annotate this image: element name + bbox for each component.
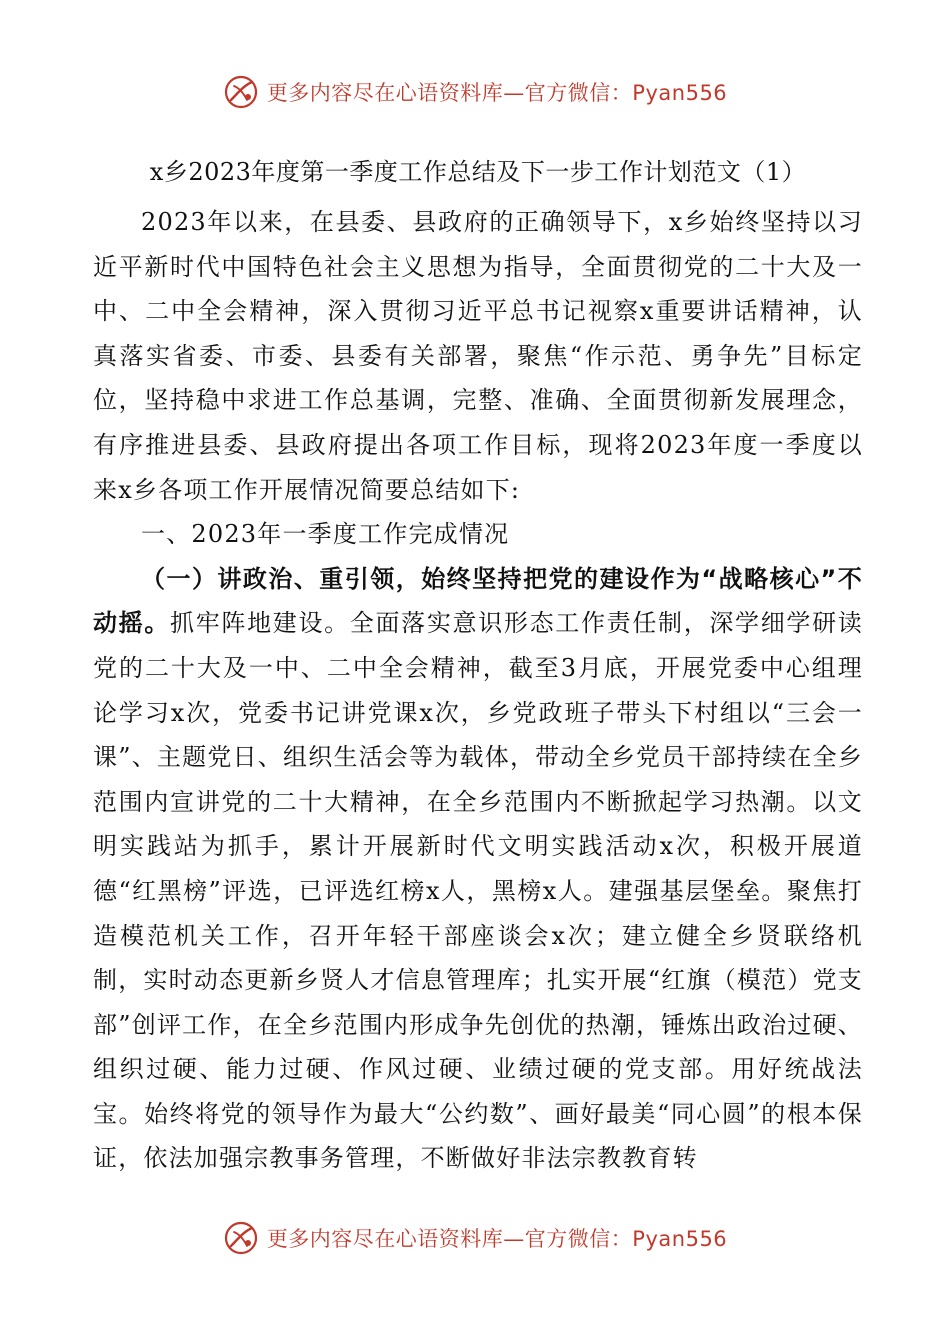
watermark-header [0,74,950,110]
document-body [93,150,863,1181]
watermark-text: 更多内容尽在心语资料库—官方微信：Pyan556 [266,81,728,105]
watermark-footer [0,1220,950,1256]
subsection-paragraph [93,557,863,1181]
subsection-heading: （一）讲政治、重引领，始终坚持把党的建设作为“战略核心”不动摇。 [93,564,863,638]
document-title: x乡2023年度第一季度工作总结及下一步工作计划范文（1） [149,158,807,186]
subsection-body: 抓牢阵地建设。全面落实意识形态工作责任制，深学细学研读党的二十大及一中、二中全会精神，截至3月底，开展党委中心组理论学习x次，党委书记讲党课x次，乡党政班子带头下村组以“三会一课”、主题党日、组织生活会等为载体，带动全乡党员干部持续在全乡范围内宣讲党的二十大精神，在全乡范围内不断掀起学习热潮。以文明实践站为抓手，累计开展新时代文明实践活动x次，积极开展道德“红黑榜”评选，已评选红榜x人，黑榜x人。建强基层堡垒。聚焦打造模范机关工作，召开年轻干部座谈会x次；建立健全乡贤联络机制，实时动态更新乡贤人才信息管理库；扎实开展“红旗（模范）党支部”创评工作，在全乡范围内形成争先创优的热潮，锤炼出政治过硬、组织过硬、能力过硬、作风过硬、业绩过硬的党支部。用好统战法宝。始终将党的领导作为最大“公约数”、画好最美“同心圆”的根本保证，依法加强宗教事务管理，不断做好非法宗教教育转 [93,609,863,1173]
section-heading: 一、2023年一季度工作完成情况 [141,520,510,549]
watermark-text: 更多内容尽在心语资料库—官方微信：Pyan556 [266,1227,728,1251]
brand-logo-icon [223,74,259,110]
brand-logo-icon [223,1220,259,1256]
intro-paragraph: 2023年以来，在县委、县政府的正确领导下，x乡始终坚持以习近平新时代中国特色社会主义思想为指导，全面贯彻党的二十大及一中、二中全会精神，深入贯彻习近平总书记视察x重要讲话精神，认真落实省委、市委、县委有关部署，聚焦“作示范、勇争先”目标定位，坚持稳中求进工作总基调，完整、准确、全面贯彻新发展理念，有序推进县委、县政府提出各项工作目标，现将2023年度一季度以来x乡各项工作开展情况简要总结如下: [93,208,863,504]
